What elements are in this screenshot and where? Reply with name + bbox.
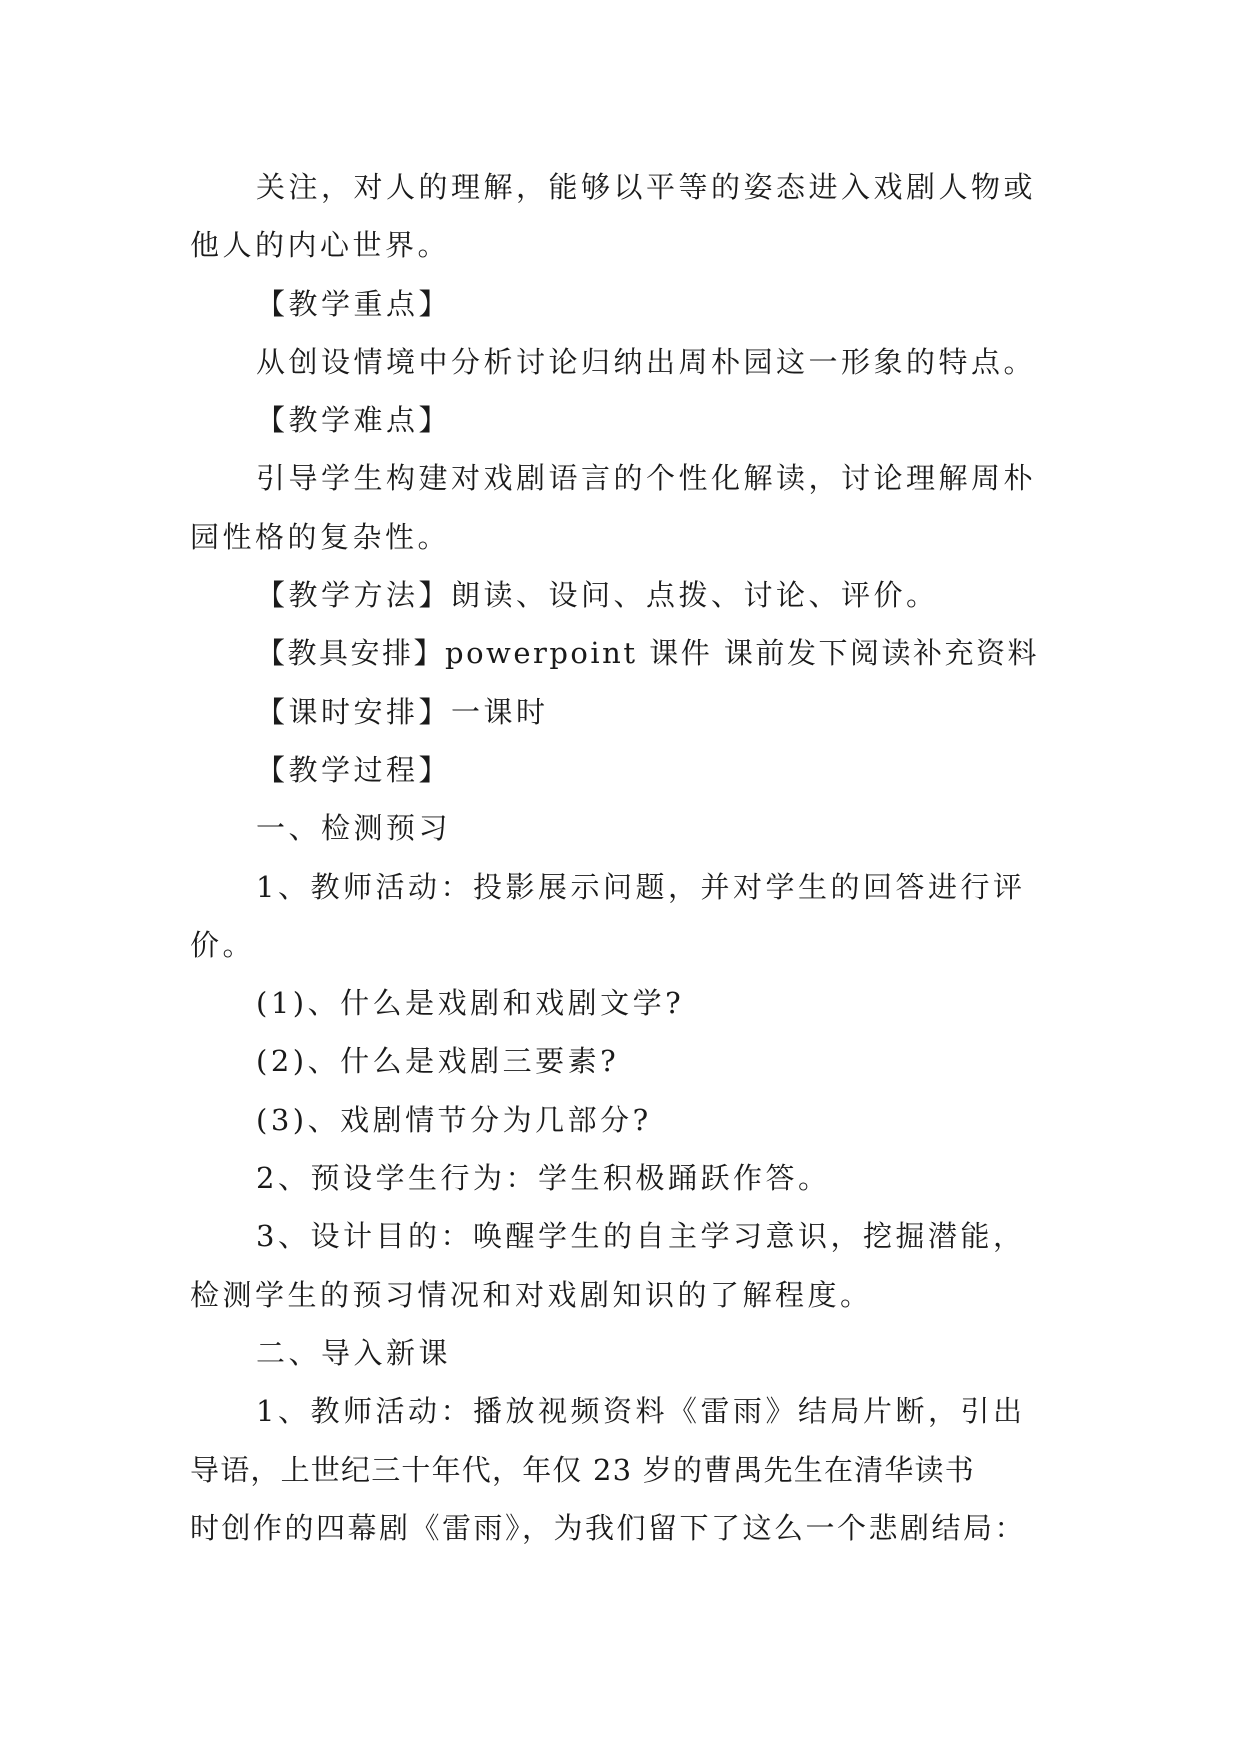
list-item: (3)、戏剧情节分为几部分? <box>256 1102 652 1137</box>
paragraph-line: 园性格的复杂性。 <box>190 519 451 554</box>
paragraph-line: 检测学生的预习情况和对戏剧知识的了解程度。 <box>190 1277 873 1312</box>
document-page <box>190 158 1070 1557</box>
paragraph-line: 导语，上世纪三十年代，年仅 23 岁的曹禺先生在清华读书 <box>190 1452 975 1487</box>
paragraph-line: 他人的内心世界。 <box>190 228 451 263</box>
paragraph-line: 从创设情境中分析讨论归纳出周朴园这一形象的特点。 <box>256 344 1037 379</box>
section-heading: 一、检测预习 <box>256 811 452 846</box>
paragraph-line: 【课时安排】一课时 <box>256 694 549 729</box>
section-heading: 二、导入新课 <box>256 1335 452 1370</box>
list-item: (2)、什么是戏剧三要素? <box>256 1044 620 1079</box>
paragraph-line: 【教学方法】朗读、设问、点拨、讨论、评价。 <box>256 578 939 613</box>
paragraph-line: 关注，对人的理解，能够以平等的姿态进入戏剧人物或 <box>256 170 1037 204</box>
paragraph-line: 2、预设学生行为：学生积极踊跃作答。 <box>256 1161 831 1196</box>
section-heading: 【教学重点】 <box>256 286 452 321</box>
paragraph-line: 时创作的四幕剧《雷雨》，为我们留下了这么一个悲剧结局： <box>190 1510 1027 1545</box>
section-heading: 【教学过程】 <box>256 752 452 787</box>
paragraph-line: 【教具安排】powerpoint 课件 课前发下阅读补充资料 <box>256 636 1039 671</box>
section-heading: 【教学难点】 <box>256 403 452 438</box>
paragraph-line: 1、教师活动：播放视频资料《雷雨》结局片断，引出 <box>256 1394 1026 1429</box>
paragraph-line: 价。 <box>190 927 256 962</box>
paragraph-line: 引导学生构建对戏剧语言的个性化解读，讨论理解周朴 <box>256 461 1037 496</box>
paragraph-line: 1、教师活动：投影展示问题，并对学生的回答进行评 <box>256 869 1026 904</box>
list-item: (1)、什么是戏剧和戏剧文学? <box>256 986 685 1021</box>
paragraph-line: 3、设计目的：唤醒学生的自主学习意识，挖掘潜能， <box>256 1219 1026 1254</box>
